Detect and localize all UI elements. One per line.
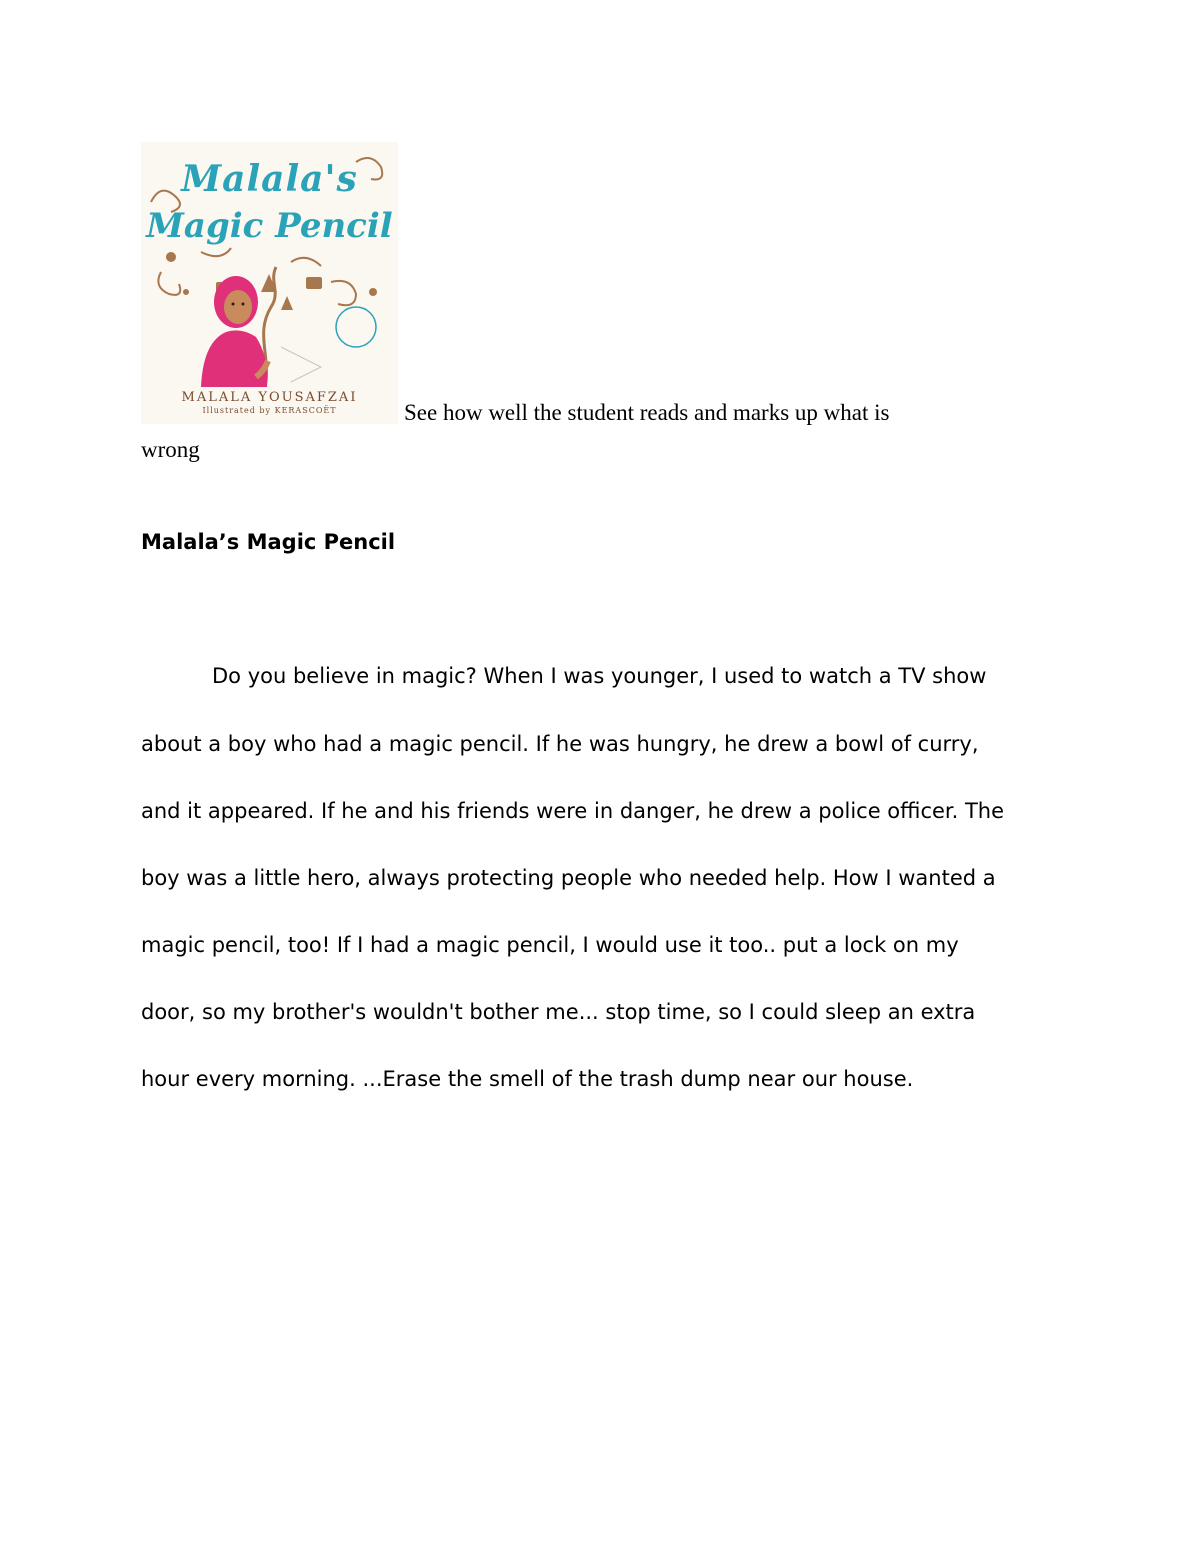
cover-title-line2: Magic Pencil — [146, 206, 393, 246]
instruction-text-line1: See how well the student reads and marks up what is — [404, 400, 890, 425]
cover-illustrator: Illustrated by KERASCOËT — [202, 406, 337, 415]
cover-author: MALALA YOUSAFZAI — [181, 390, 358, 405]
leaf-decoration — [281, 296, 293, 310]
cover-title-line1: Malala's — [181, 158, 358, 200]
passage-line: magic pencil, too! If I had a magic pencil, I would use it too.. put a lock on my — [141, 933, 959, 957]
instruction-text-line2: wrong — [141, 437, 200, 462]
girl-figure-illustration — [201, 276, 268, 387]
swirl-decoration — [331, 281, 356, 305]
swirl-decoration — [158, 272, 180, 295]
dot-decoration — [369, 288, 377, 296]
swirl-decoration — [201, 248, 231, 256]
passage-line: Do you believe in magic? When I was younger, I used to watch a TV show — [212, 664, 987, 688]
dot-decoration — [183, 289, 189, 295]
award-badge-icon — [336, 307, 376, 347]
dot-decoration — [166, 252, 176, 262]
passage-line: door, so my brother's wouldn't bother me... stop time, so I could sleep an extra — [141, 1000, 976, 1024]
passage-heading: Malala’s Magic Pencil — [141, 530, 396, 554]
swirl-decoration — [291, 258, 321, 266]
passage-line: boy was a little hero, always protecting people who needed help. How I wanted a — [141, 866, 996, 890]
passage-line: and it appeared. If he and his friends were in danger, he drew a police officer. The — [141, 799, 1005, 823]
passage-line: about a boy who had a magic pencil. If he was hungry, he drew a bowl of curry, — [141, 732, 979, 756]
book-cover-image — [141, 142, 398, 424]
passage-line: hour every morning. ...Erase the smell of the trash dump near our house. — [141, 1067, 914, 1091]
book-decoration — [306, 277, 322, 289]
pencil-sketch-lines — [281, 347, 321, 382]
